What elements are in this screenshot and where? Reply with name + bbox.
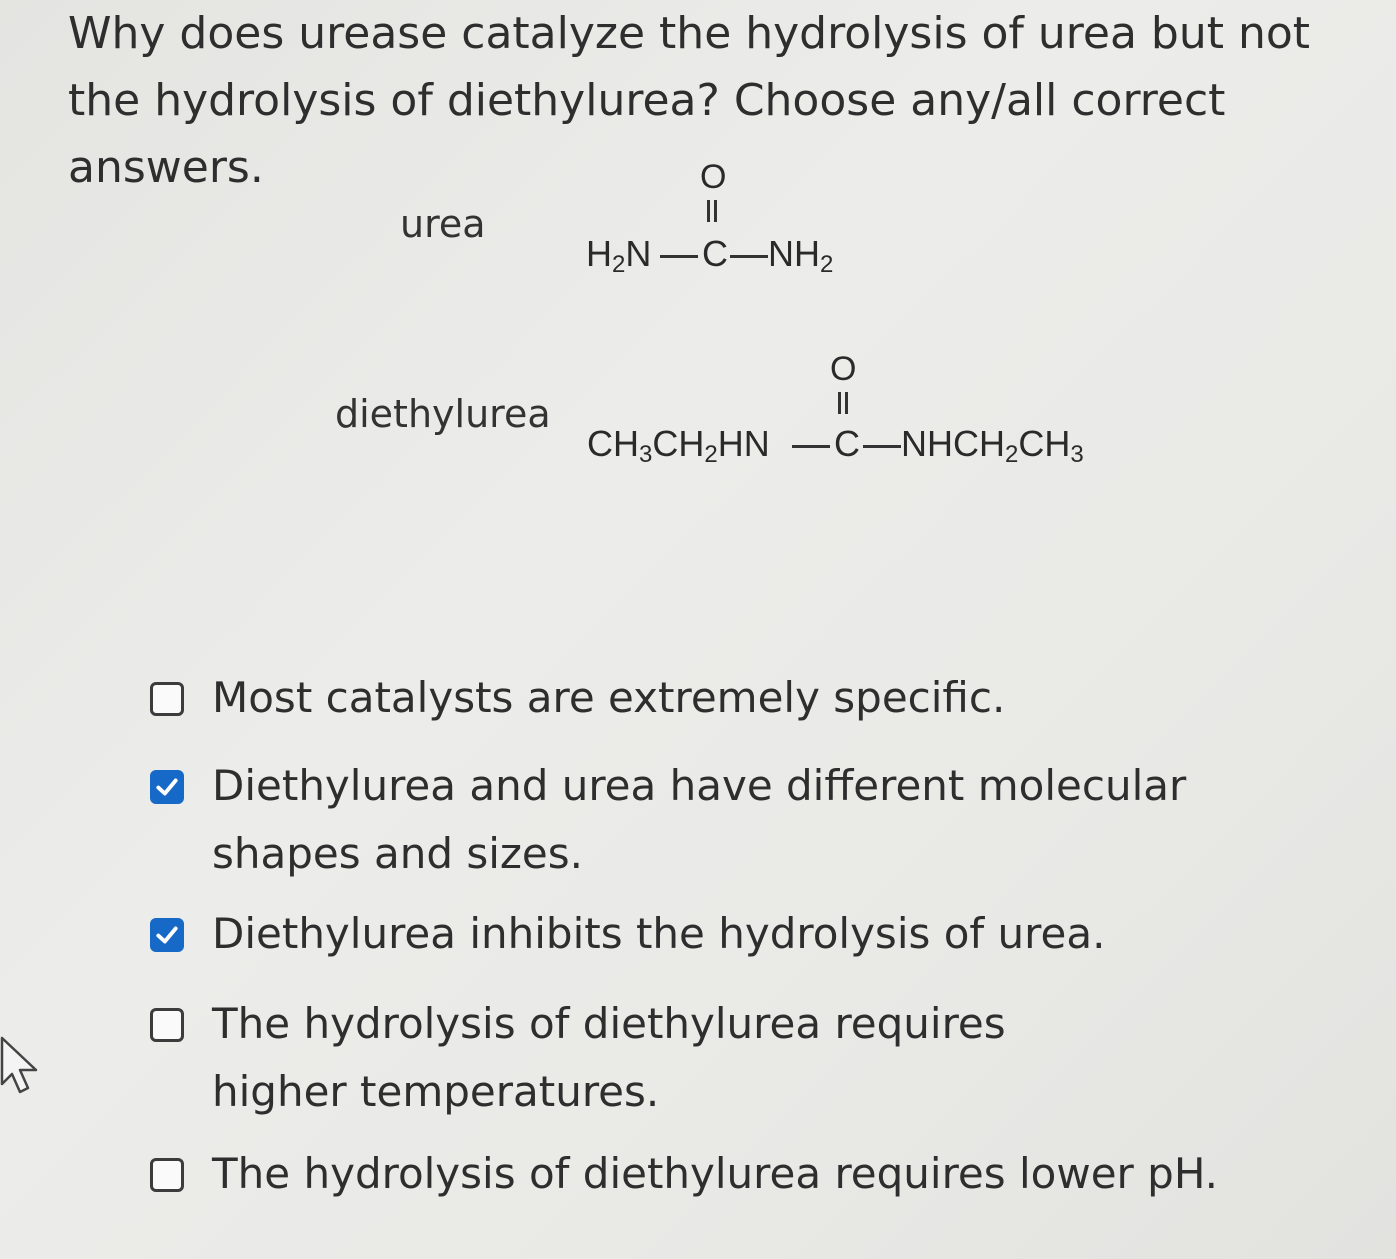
diethylurea-oxygen: O	[830, 350, 857, 388]
urea-n: N	[625, 233, 652, 274]
diethylurea-nhch2: NHCH	[901, 423, 1005, 464]
urea-bond-right	[730, 255, 768, 258]
diethylurea-carbon: C	[834, 423, 860, 464]
diethylurea-ch3-right: CH	[1018, 423, 1071, 464]
option-4[interactable]	[150, 990, 1112, 1126]
urea-h-sub: 2	[612, 251, 626, 278]
diethylurea-label: diethylurea	[335, 392, 551, 436]
diethylurea-ch2-left: CH	[652, 423, 705, 464]
checkbox-1[interactable]	[150, 682, 184, 716]
option-1[interactable]	[150, 664, 1292, 732]
diethylurea-nhch2-sub: 2	[1005, 441, 1019, 468]
checkbox-4[interactable]	[150, 1008, 184, 1042]
diethylurea-hn: HN	[717, 423, 770, 464]
urea-carbon: C	[702, 233, 728, 274]
option-3[interactable]	[150, 900, 1292, 968]
urea-nh: NH	[768, 233, 820, 274]
urea-bond-left	[660, 255, 698, 258]
urea-oxygen: O	[700, 158, 727, 196]
urea-double-bond	[707, 200, 717, 222]
question-text: Why does urease catalyze the hydrolysis of urea but not the hydrolysis of diethylurea? Choose any/all correct answers.	[68, 8, 1311, 193]
urea-h: H	[586, 233, 612, 274]
diethylurea-bond-left	[792, 445, 830, 448]
option-2-label: Diethylurea and urea have different molecular shapes and sizes.	[212, 761, 1187, 878]
diethylurea-ch3-left-sub: 3	[639, 441, 653, 468]
checkbox-3[interactable]	[150, 918, 184, 952]
diethylurea-double-bond	[838, 392, 848, 414]
checkbox-2[interactable]	[150, 770, 184, 804]
checkbox-5[interactable]	[150, 1158, 184, 1192]
diethylurea-ch3-left: CH	[587, 423, 639, 464]
checkmark-icon	[154, 774, 180, 800]
diethylurea-ch2-left-sub: 2	[704, 441, 718, 468]
urea-label: urea	[400, 202, 486, 246]
diethylurea-bond-right	[863, 445, 901, 448]
option-2[interactable]	[150, 752, 1292, 888]
option-3-label: Diethylurea inhibits the hydrolysis of urea.	[212, 909, 1106, 958]
option-5-label: The hydrolysis of diethylurea requires lower pH.	[212, 1149, 1219, 1198]
checkmark-icon	[154, 922, 180, 948]
mouse-pointer-icon	[0, 1032, 42, 1096]
option-5[interactable]	[150, 1140, 1292, 1208]
urea-nh-sub: 2	[820, 251, 834, 278]
option-4-label: The hydrolysis of diethylurea requires higher temperatures.	[212, 999, 1006, 1116]
diethylurea-ch3-right-sub: 3	[1070, 441, 1084, 468]
option-1-label: Most catalysts are extremely specific.	[212, 673, 1006, 722]
